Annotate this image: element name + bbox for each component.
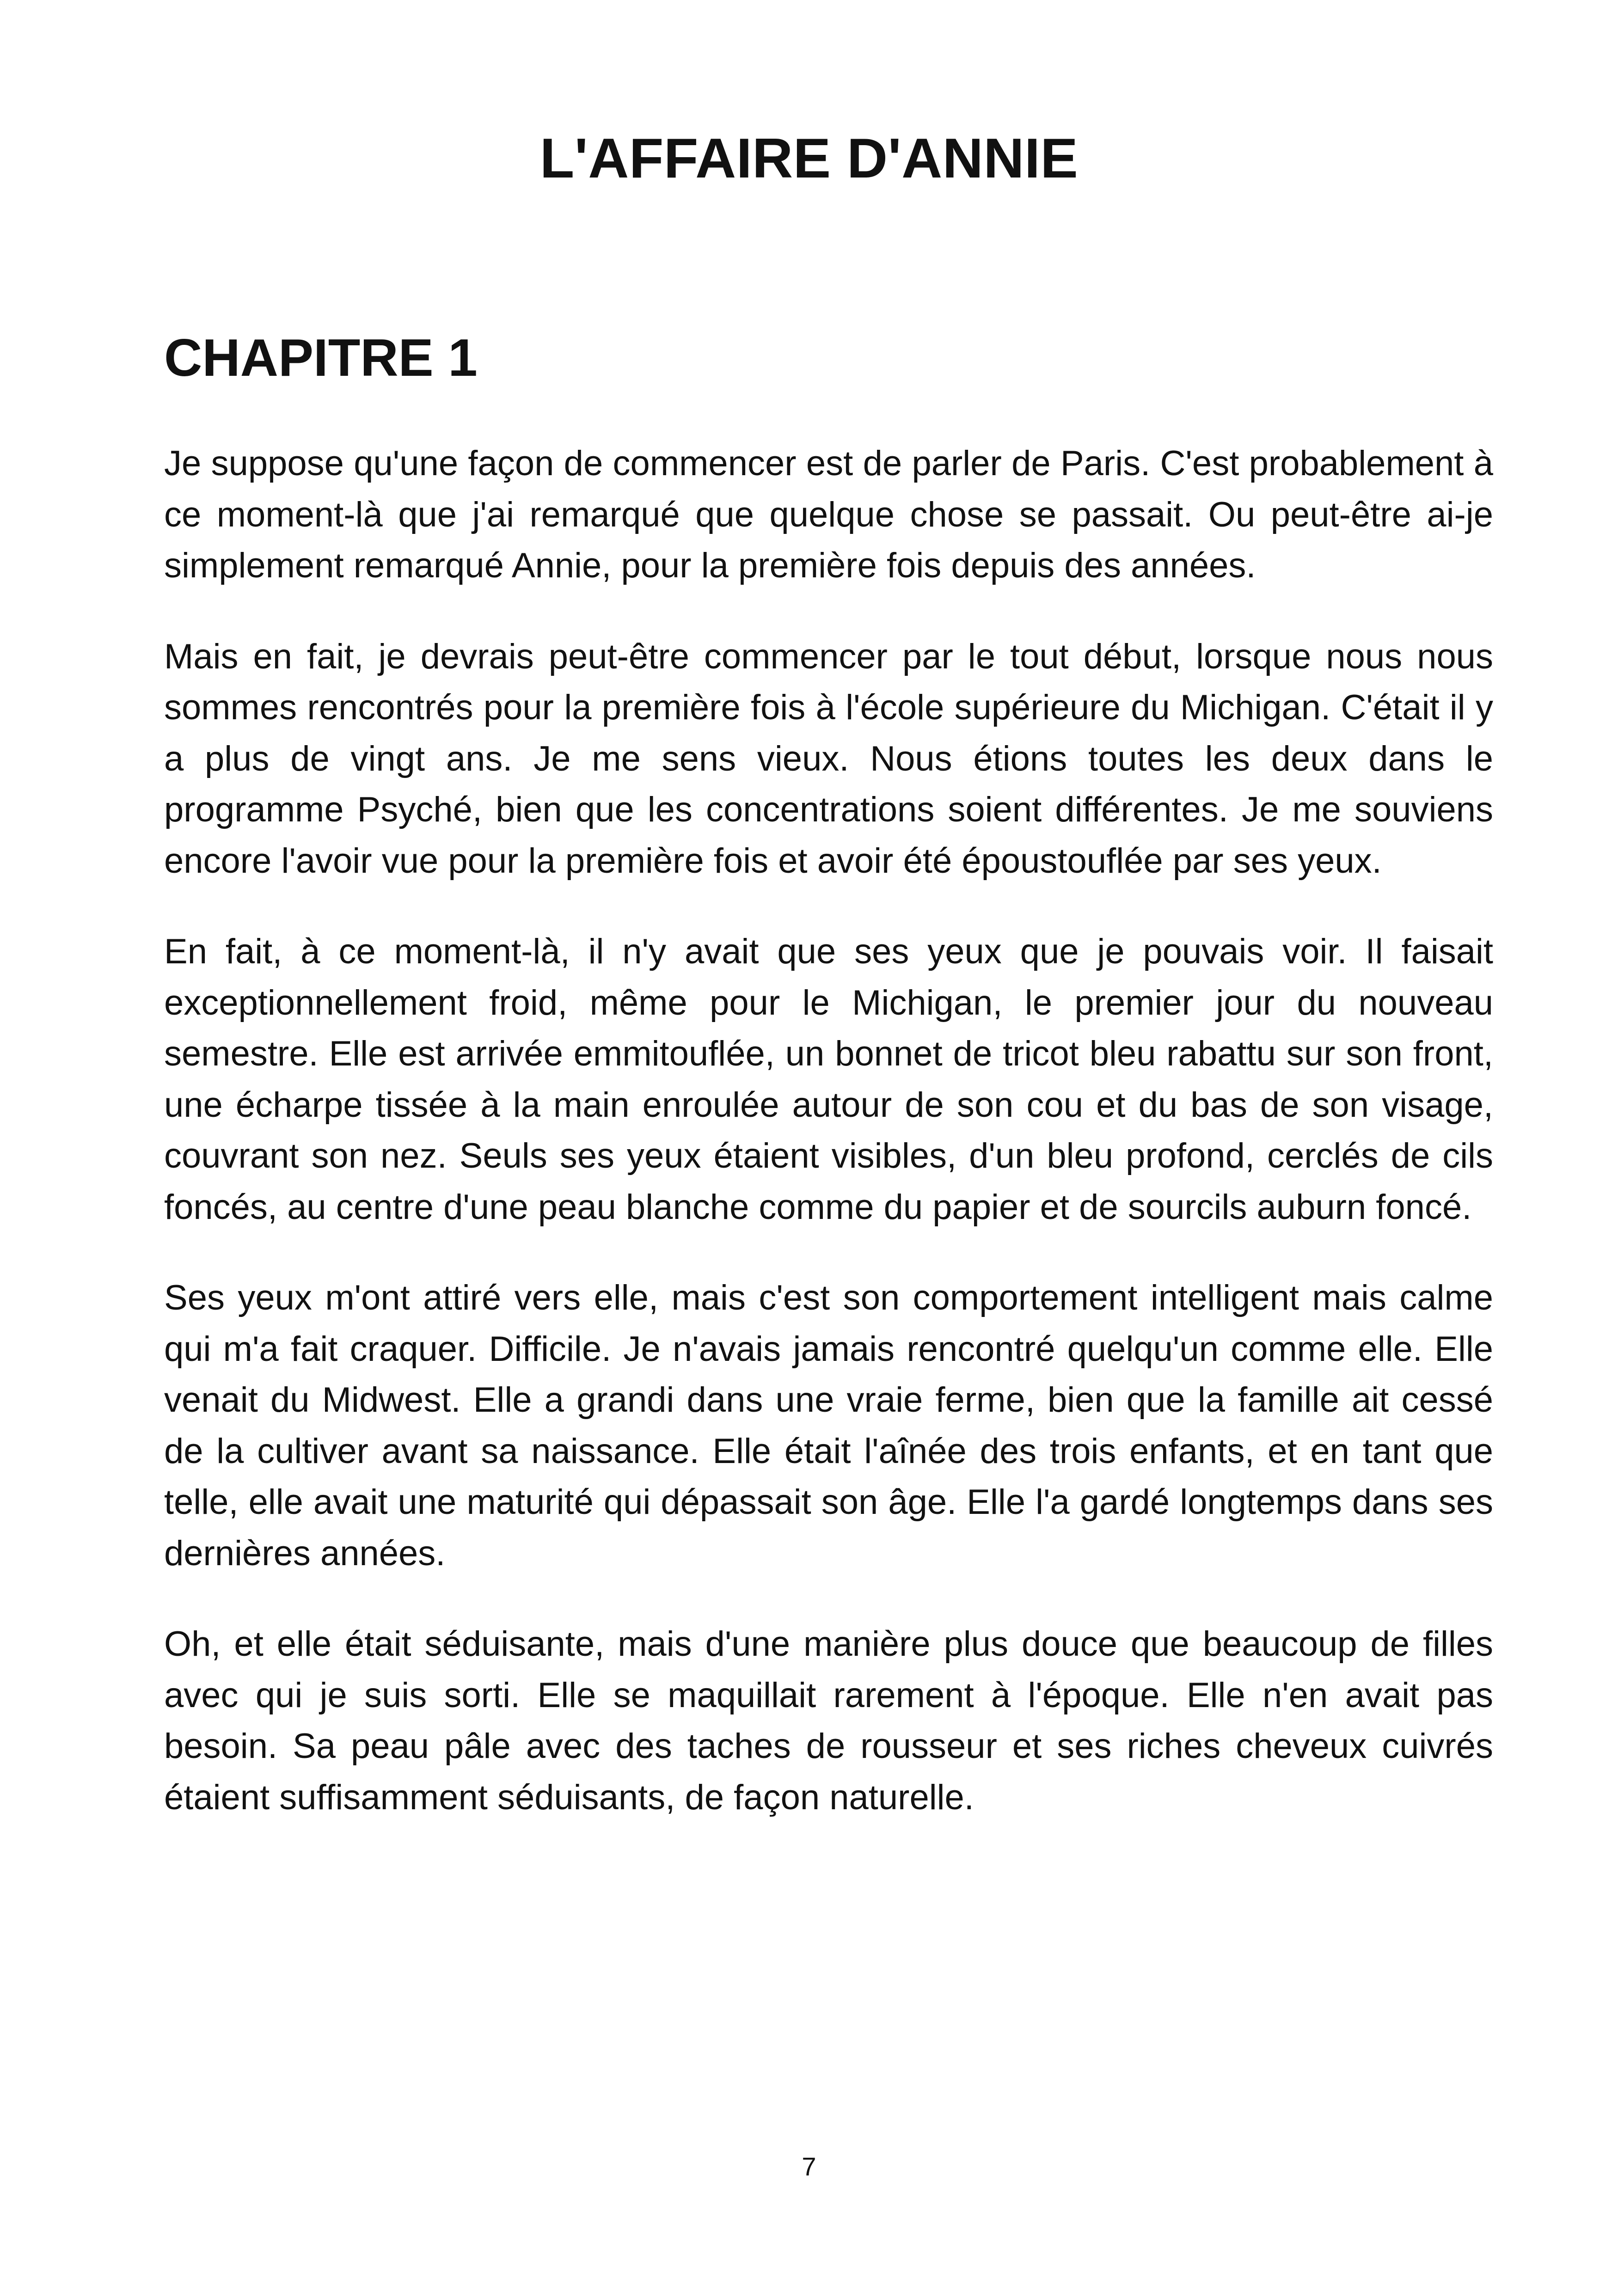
page-number: 7 (802, 2152, 816, 2181)
paragraph: Oh, et elle était séduisante, mais d'une manière plus douce que beaucoup de filles avec qui je suis sorti. Elle se maquillait rarement à l'époque. Elle n'en avait pas besoin. Sa peau pâle avec des taches de rousseur et ses riches cheveux cuivrés étaient suffisamment séduisants, de façon naturelle. (164, 1624, 1493, 1817)
chapter-title: CHAPITRE 1 (164, 329, 478, 387)
paragraph: Mais en fait, je devrais peut-être commencer par le tout début, lorsque nous nous sommes rencontrés pour la première fois à l'école supérieure du Michigan. C'était il y a plus de vingt ans. Je me sens vieux. Nous étions toutes les deux dans le programme Psyché, bien que les concentrations soient différentes. Je me souviens encore l'avoir vue pour la première fois et avoir été époustouflée par ses yeux. (164, 637, 1493, 881)
paragraph: Ses yeux m'ont attiré vers elle, mais c'est son comportement intelligent mais calme qui m'a fait craquer. Difficile. Je n'avais jamais rencontré quelqu'un comme elle. Elle venait du Midwest. Elle a grandi dans une vraie ferme, bien que la famille ait cessé de la cultiver avant sa naissance. Elle était l'aînée des trois enfants, et en tant que telle, elle avait une maturité qui dépassait son âge. Elle l'a gardé longtemps dans ses dernières années. (164, 1278, 1493, 1573)
book-title: L'AFFAIRE D'ANNIE (539, 127, 1079, 190)
paragraph: Je suppose qu'une façon de commencer est de parler de Paris. C'est probablement à ce moment-là que j'ai remarqué que quelque chose se passait. Ou peut-être ai-je simplement remarqué Annie, pour la première fois depuis des années. (164, 444, 1493, 585)
chapter-body (164, 438, 1493, 1863)
paragraph: En fait, à ce moment-là, il n'y avait que ses yeux que je pouvais voir. Il faisait exceptionnellement froid, même pour le Michigan, le premier jour du nouveau semestre. Elle est arrivée emmitouflée, un bonnet de tricot bleu rabattu sur son front, une écharpe tissée à la main enroulée autour de son cou et du bas de son visage, couvrant son nez. Seuls ses yeux étaient visibles, d'un bleu profond, cerclés de cils foncés, au centre d'une peau blanche comme du papier et de sourcils auburn foncé. (164, 932, 1493, 1227)
